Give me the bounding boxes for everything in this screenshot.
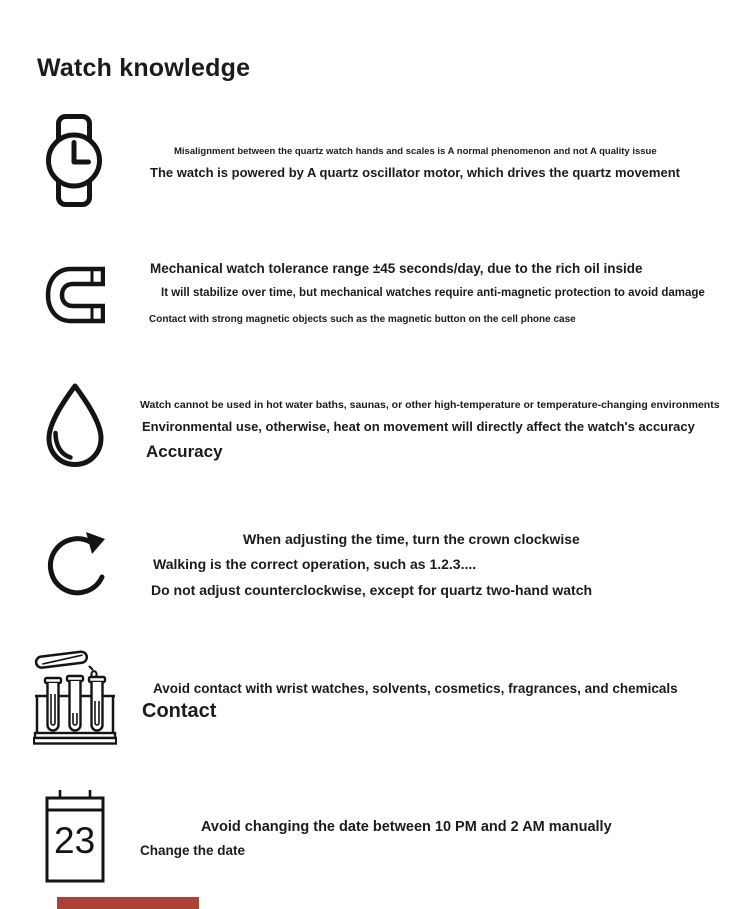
section-magnet-sub: It will stabilize over time, but mechanical watches require anti-magnetic protection to avoid damage [161, 287, 705, 299]
accent-bar [57, 897, 199, 909]
calendar-day-number: 23 [54, 820, 96, 861]
clockwise-arrow-icon [42, 526, 112, 608]
test-tubes-icon [33, 644, 117, 746]
section-chemical-caption: Contact [142, 700, 217, 722]
section-temp-main: Environmental use, otherwise, heat on movement will directly affect the watch's accuracy [142, 419, 695, 434]
wristwatch-icon [45, 114, 103, 207]
section-temp-caption: Accuracy [146, 442, 223, 461]
page-title: Watch knowledge [37, 54, 251, 82]
magnet-icon [45, 266, 105, 324]
section-chemical-main: Avoid contact with wrist watches, solvents, cosmetics, fragrances, and chemicals [153, 681, 678, 696]
section-magnet-main: Mechanical watch tolerance range ±45 seconds/day, due to the rich oil inside [150, 261, 643, 276]
section-crown-line2: Walking is the correct operation, such as 1.2.3.... [153, 556, 477, 572]
calendar-icon [45, 789, 105, 884]
section-date-main: Avoid changing the date between 10 PM and 2 AM manually [201, 819, 612, 835]
section-date-caption: Change the date [140, 843, 246, 858]
section-crown-line1: When adjusting the time, turn the crown clockwise [243, 531, 580, 547]
section-quartz-note: Misalignment between the quartz watch hands and scales is A normal phenomenon and not A quality issue [174, 146, 657, 157]
section-temp-note: Watch cannot be used in hot water baths, saunas, or other high-temperature or temperature-changing environments [140, 399, 720, 411]
section-crown-line3: Do not adjust counterclockwise, except for quartz two-hand watch [151, 582, 593, 598]
section-quartz-main: The watch is powered by A quartz oscillator motor, which drives the quartz movement [150, 165, 680, 180]
section-magnet-note: Contact with strong magnetic objects such as the magnetic button on the cell phone case [149, 314, 576, 325]
water-drop-icon [40, 382, 110, 469]
